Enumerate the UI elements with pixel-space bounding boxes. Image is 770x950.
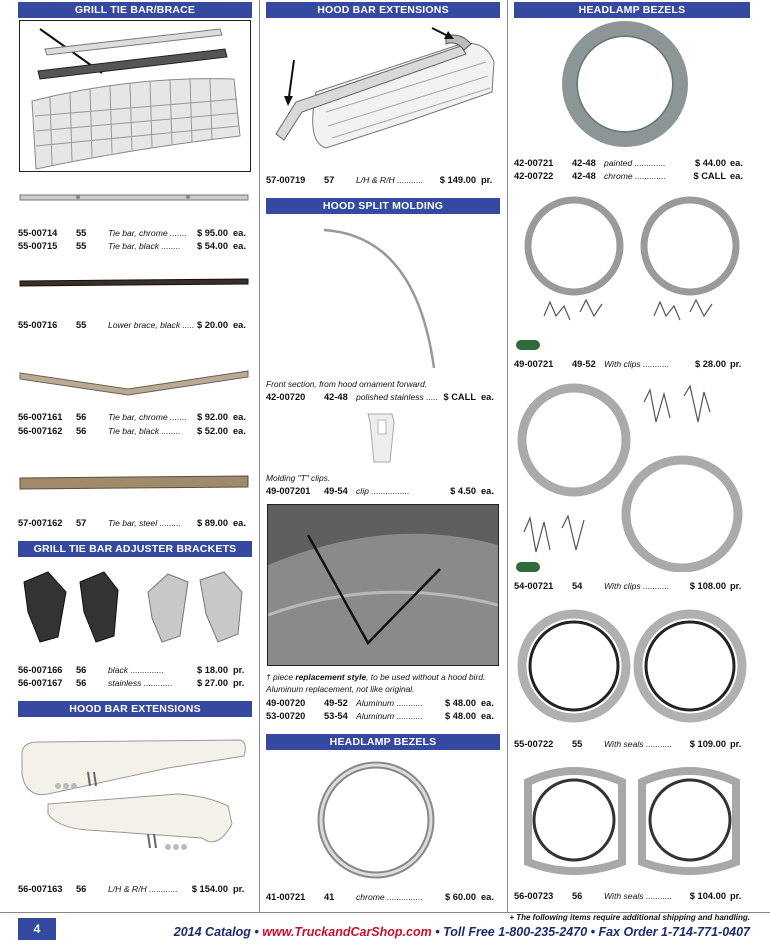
table-row [18,240,252,252]
unit: ea. [233,412,246,422]
unit: pr. [730,739,742,749]
table-row [266,710,500,722]
price: $ 95.00 [196,228,228,238]
headlamp-bezels-clips-49-image [514,196,750,346]
headlamp-bezels-55-image [514,604,750,728]
description: chrome ............... [356,892,423,902]
grill-assembly-image [19,20,251,172]
description: black .............. [108,665,164,675]
part-number: 55-00716 [18,320,58,330]
unit: ea. [233,518,246,528]
description: Tie bar, black ........ [108,241,181,251]
unit: ea. [233,228,246,238]
part-number: 49-00721 [514,359,554,369]
part-number: 57-007162 [18,518,63,528]
description: Lower brace, black ..... [108,320,195,330]
part-number: 55-00714 [18,228,58,238]
description: polished stainless ..... [356,392,439,402]
description: L/H & R/H ............ [108,884,178,894]
year: 55 [76,320,87,330]
part-number: 42-00721 [514,158,554,168]
price: $ 154.00 [191,884,228,894]
year: 57 [76,518,87,528]
unit: ea. [481,486,494,496]
description: Aluminum ........... [356,698,423,708]
year: 56 [572,891,583,901]
unit: pr. [233,884,245,894]
part-number: 55-00715 [18,241,58,251]
table-row [514,157,750,169]
column-2 [266,0,500,912]
table-row [18,411,252,423]
unit: pr. [730,581,742,591]
price: $ 28.00 [694,359,726,369]
section-header-hood-split-molding: HOOD SPLIT MOLDING [266,198,500,214]
cc-badge-icon [516,340,540,350]
column-divider [507,0,508,912]
part-number: 56-007163 [18,884,63,894]
year: 56 [76,678,87,688]
part-number: 55-00722 [514,739,554,749]
part-number: 49-00720 [266,698,306,708]
description: painted ............. [604,158,666,168]
lower-brace-image [18,275,250,291]
split-note: Front section, from hood ornament forward. [266,379,428,389]
table-row [266,174,500,186]
unit: pr. [233,665,245,675]
description: Tie bar, black ........ [108,426,181,436]
unit: ea. [233,320,246,330]
price: $ 92.00 [196,412,228,422]
year: 41 [324,892,335,902]
replacement-note-2: Aluminum replacement, not like original. [266,684,415,694]
catalog-label: 2014 Catalog [173,925,251,939]
description: L/H & R/H ........... [356,175,424,185]
unit: ea. [481,892,494,902]
section-header-headlamp-bezels: HEADLAMP BEZELS [514,2,750,18]
hood-split-molding-image [266,216,500,376]
year: 56 [76,665,87,675]
description: With clips ........... [604,581,670,591]
unit: pr. [233,678,245,688]
price: $ CALL [443,392,476,402]
cc-badge-icon [516,562,540,572]
adjuster-brackets-image [18,562,250,648]
description: Aluminum ........... [356,711,423,721]
year: 57 [324,175,335,185]
part-number: 56-007161 [18,412,63,422]
description: Tie bar, chrome ....... [108,228,187,238]
description: With seals ........... [604,891,673,901]
unit: ea. [481,711,494,721]
toll-free-number: Toll Free 1-800-235-2470 [443,925,588,939]
year: 55 [572,739,583,749]
part-number: 56-007167 [18,678,63,688]
unit: ea. [481,698,494,708]
price: $ 89.00 [196,518,228,528]
footer-bullet: • [254,925,259,939]
table-row [18,664,252,676]
year: 42-48 [572,158,596,168]
tie-bar-steel-image [18,473,250,493]
page-number: 4 [18,918,56,940]
description: With seals ........... [604,739,673,749]
year: 49-52 [324,698,348,708]
headlamp-bezel-painted-image [560,20,690,148]
year: 49-54 [324,486,348,496]
table-row [266,391,500,403]
year: 55 [76,228,87,238]
description: Tie bar, chrome ....... [108,412,187,422]
headlamp-bezels-56-image [514,762,750,880]
year: 49-52 [572,359,596,369]
price: $ 18.00 [196,665,228,675]
column-1 [18,0,252,912]
price: $ 48.00 [444,698,476,708]
price: $ 54.00 [196,241,228,251]
price: $ 44.00 [694,158,726,168]
year: 56 [76,412,87,422]
price: $ 27.00 [196,678,228,688]
price: $ 48.00 [444,711,476,721]
part-number: 56-007162 [18,426,63,436]
part-number: 49-007201 [266,486,311,496]
table-row [514,580,750,592]
price: $ 149.00 [439,175,476,185]
headlamp-bezels-54-image [514,382,750,572]
price: $ 60.00 [444,892,476,902]
footer-contact [174,925,750,939]
part-number: 54-00721 [514,581,554,591]
table-row [514,890,750,902]
part-number: 53-00720 [266,711,306,721]
table-row [514,358,750,370]
part-number: 41-00721 [266,892,306,902]
table-row [18,517,252,529]
hood-bar-57-image [266,22,500,158]
hood-photo-image [267,504,499,666]
replacement-note: † piece replacement style, to be used without a hood bird. [266,672,486,682]
fax-number: Fax Order 1-714-771-0407 [598,925,750,939]
shipping-note: + The following items require additional shipping and handling. [509,913,750,922]
price: $ 108.00 [689,581,726,591]
unit: ea. [481,392,494,402]
table-row [266,891,500,903]
table-row [514,170,750,182]
unit: ea. [730,171,743,181]
column-divider [259,0,260,912]
clips-note: Molding "T" clips. [266,473,331,483]
section-header-grill-tie-bar: GRILL TIE BAR/BRACE [18,2,252,18]
section-header-headlamp-bezels: HEADLAMP BEZELS [266,734,500,750]
year: 54 [572,581,583,591]
price: $ 20.00 [196,320,228,330]
part-number: 42-00720 [266,392,306,402]
table-row [18,425,252,437]
table-row [18,319,252,331]
unit: ea. [233,426,246,436]
section-header-hood-bar-extensions: HOOD BAR EXTENSIONS [266,2,500,18]
description: stainless ............ [108,678,173,688]
column-3 [514,0,750,912]
table-row [266,697,500,709]
description: With clips ........... [604,359,670,369]
footer-bullet: • [590,925,596,939]
table-row [266,485,500,497]
hood-bar-extensions-image [18,734,250,864]
year: 42-48 [572,171,596,181]
year: 56 [76,426,87,436]
table-row [18,227,252,239]
table-row [18,883,252,895]
unit: ea. [730,158,743,168]
tie-bar-chrome-image [18,188,250,208]
price: $ 52.00 [196,426,228,436]
price: $ 4.50 [450,486,476,496]
price: $ CALL [693,171,726,181]
unit: pr. [730,359,742,369]
part-number: 56-00723 [514,891,554,901]
section-header-adjuster-brackets: GRILL TIE BAR ADJUSTER BRACKETS [18,541,252,557]
year: 42-48 [324,392,348,402]
t-clip-image [362,410,402,466]
part-number: 42-00722 [514,171,554,181]
year: 53-54 [324,711,348,721]
website-link[interactable]: www.TruckandCarShop.com [262,925,432,939]
year: 56 [76,884,87,894]
section-header-hood-bar-extensions: HOOD BAR EXTENSIONS [18,701,252,717]
tie-bar-56-image [18,363,250,397]
unit: pr. [730,891,742,901]
price: $ 109.00 [689,739,726,749]
footer-bullet: • [435,925,440,939]
table-row [18,677,252,689]
table-row [514,738,750,750]
price: $ 104.00 [689,891,726,901]
headlamp-bezel-41-image [310,760,440,880]
part-number: 56-007166 [18,665,63,675]
description: chrome ............. [604,171,667,181]
unit: pr. [481,175,493,185]
year: 55 [76,241,87,251]
unit: ea. [233,241,246,251]
description: clip ................ [356,486,410,496]
description: Tie bar, steel ......... [108,518,182,528]
part-number: 57-00719 [266,175,306,185]
